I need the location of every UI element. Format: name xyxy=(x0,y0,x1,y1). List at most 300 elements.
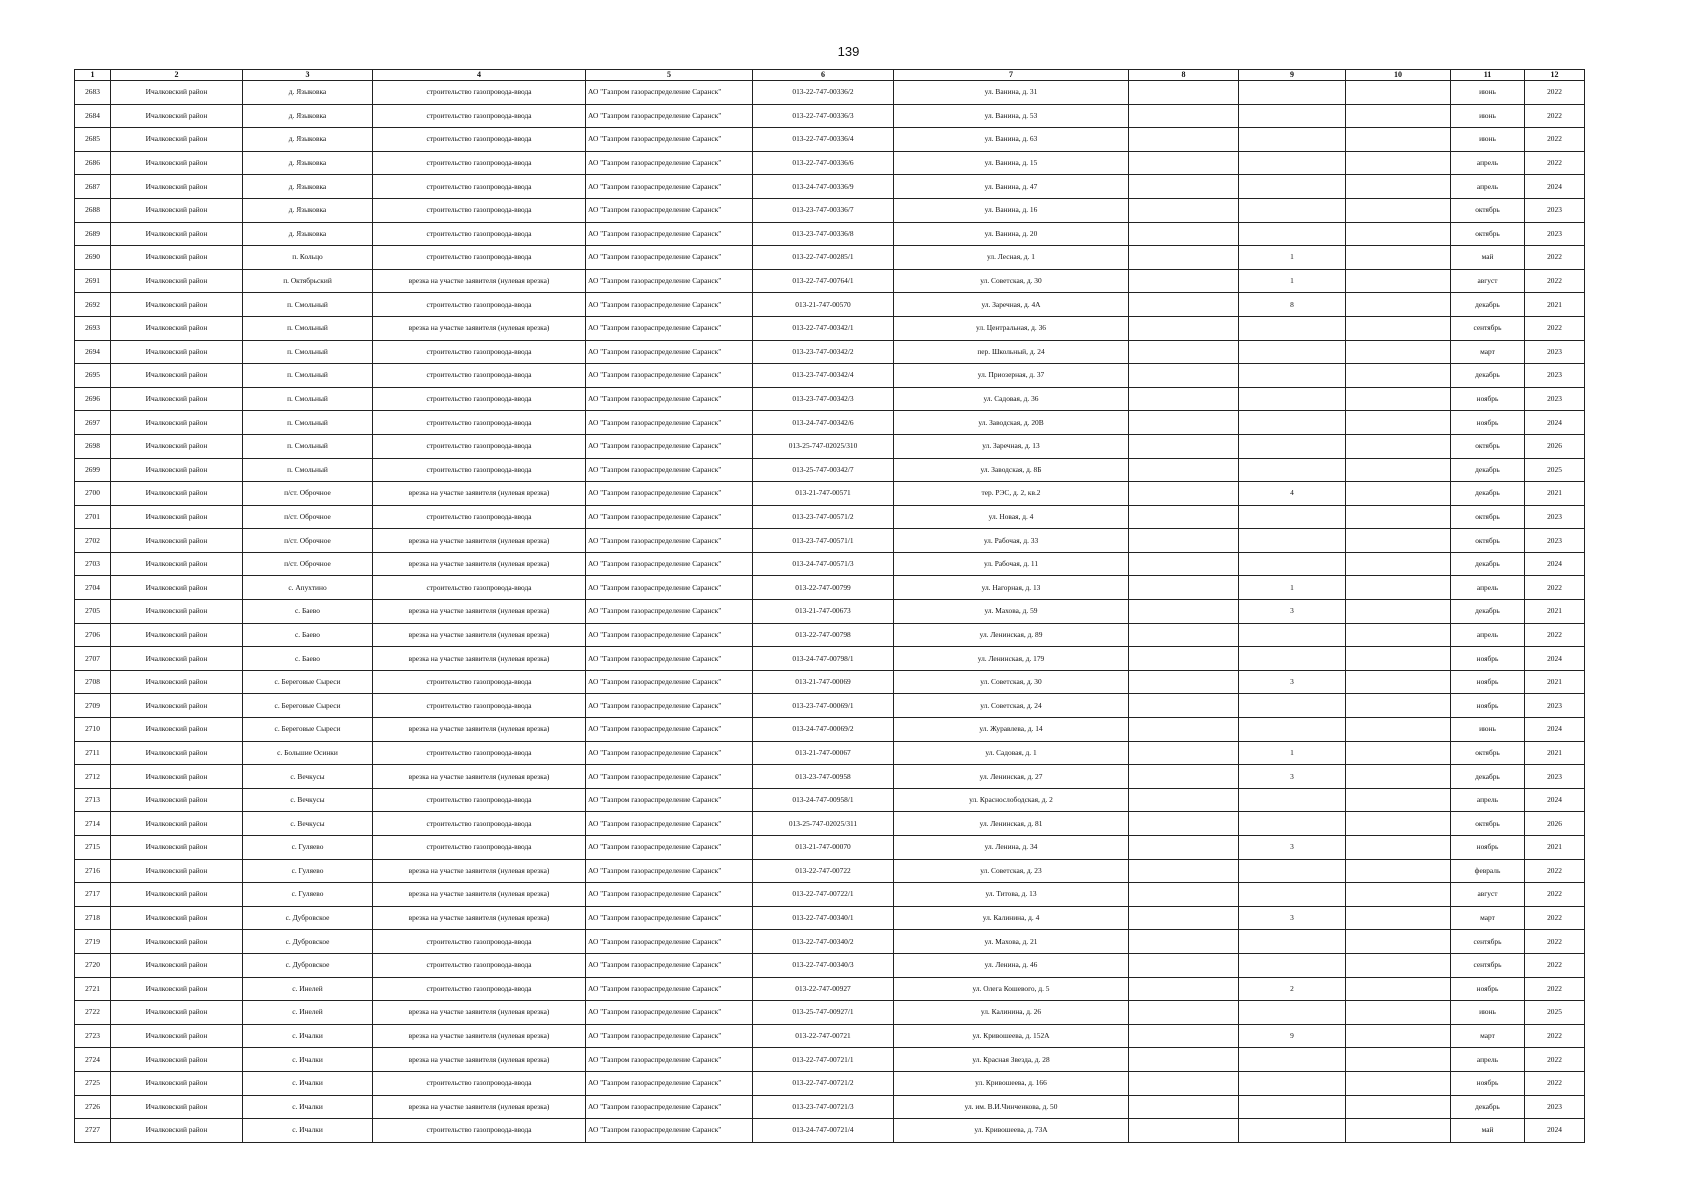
year-cell: 2024 xyxy=(1525,552,1585,576)
work-type-cell: строительство газопровода-ввода xyxy=(373,1119,586,1143)
column-header: 4 xyxy=(373,70,586,81)
organization-cell: АО "Газпром газораспределение Саранск" xyxy=(586,977,753,1001)
year-cell: 2022 xyxy=(1525,269,1585,293)
address-cell: ул. Ванина, д. 20 xyxy=(894,222,1129,246)
district-cell: Ичалковский район xyxy=(111,81,243,105)
year-cell: 2023 xyxy=(1525,529,1585,553)
table-row xyxy=(75,1048,1585,1072)
count-cell xyxy=(1239,316,1346,340)
address-cell: тер. РЭС, д. 2, кв.2 xyxy=(894,482,1129,506)
month-cell: апрель xyxy=(1451,788,1525,812)
settlement-cell: п. Смольный xyxy=(243,434,373,458)
work-type-cell: строительство газопровода-ввода xyxy=(373,576,586,600)
count-cell xyxy=(1239,718,1346,742)
col10-cell xyxy=(1346,647,1451,671)
row-number: 2695 xyxy=(75,364,111,388)
count-cell xyxy=(1239,104,1346,128)
column-header: 5 xyxy=(586,70,753,81)
organization-cell: АО "Газпром газораспределение Саранск" xyxy=(586,812,753,836)
table-row xyxy=(75,1095,1585,1119)
settlement-cell: с. Вечкусы xyxy=(243,788,373,812)
table-row xyxy=(75,482,1585,506)
month-cell: сентябрь xyxy=(1451,316,1525,340)
count-cell xyxy=(1239,411,1346,435)
row-number: 2711 xyxy=(75,741,111,765)
table-row xyxy=(75,340,1585,364)
district-cell: Ичалковский район xyxy=(111,883,243,907)
address-cell: ул. Центральная, д. 36 xyxy=(894,316,1129,340)
col8-cell xyxy=(1129,81,1239,105)
month-cell: ноябрь xyxy=(1451,977,1525,1001)
col10-cell xyxy=(1346,953,1451,977)
col8-cell xyxy=(1129,836,1239,860)
organization-cell: АО "Газпром газораспределение Саранск" xyxy=(586,600,753,624)
year-cell: 2026 xyxy=(1525,812,1585,836)
table-row xyxy=(75,836,1585,860)
col10-cell xyxy=(1346,576,1451,600)
settlement-cell: п. Смольный xyxy=(243,293,373,317)
col8-cell xyxy=(1129,788,1239,812)
settlement-cell: с. Гуляево xyxy=(243,836,373,860)
organization-cell: АО "Газпром газораспределение Саранск" xyxy=(586,670,753,694)
year-cell: 2023 xyxy=(1525,364,1585,388)
contract-number-cell: 013-22-747-00799 xyxy=(753,576,894,600)
work-type-cell: врезка на участке заявителя (нулевая врезка) xyxy=(373,482,586,506)
settlement-cell: с. Ичалки xyxy=(243,1024,373,1048)
year-cell: 2022 xyxy=(1525,977,1585,1001)
organization-cell: АО "Газпром газораспределение Саранск" xyxy=(586,316,753,340)
col8-cell xyxy=(1129,552,1239,576)
year-cell: 2022 xyxy=(1525,953,1585,977)
count-cell xyxy=(1239,151,1346,175)
col10-cell xyxy=(1346,1119,1451,1143)
month-cell: октябрь xyxy=(1451,434,1525,458)
organization-cell: АО "Газпром газораспределение Саранск" xyxy=(586,623,753,647)
work-type-cell: строительство газопровода-ввода xyxy=(373,293,586,317)
year-cell: 2024 xyxy=(1525,718,1585,742)
row-number: 2710 xyxy=(75,718,111,742)
district-cell: Ичалковский район xyxy=(111,600,243,624)
work-type-cell: строительство газопровода-ввода xyxy=(373,458,586,482)
settlement-cell: п. Смольный xyxy=(243,387,373,411)
district-cell: Ичалковский район xyxy=(111,1119,243,1143)
work-type-cell: строительство газопровода-ввода xyxy=(373,836,586,860)
month-cell: май xyxy=(1451,1119,1525,1143)
col10-cell xyxy=(1346,552,1451,576)
work-type-cell: врезка на участке заявителя (нулевая врезка) xyxy=(373,600,586,624)
row-number: 2724 xyxy=(75,1048,111,1072)
col8-cell xyxy=(1129,953,1239,977)
address-cell: ул. Ванина, д. 16 xyxy=(894,198,1129,222)
table-row xyxy=(75,741,1585,765)
col8-cell xyxy=(1129,576,1239,600)
count-cell xyxy=(1239,222,1346,246)
col8-cell xyxy=(1129,482,1239,506)
col10-cell xyxy=(1346,411,1451,435)
work-type-cell: врезка на участке заявителя (нулевая врезка) xyxy=(373,552,586,576)
row-number: 2717 xyxy=(75,883,111,907)
district-cell: Ичалковский район xyxy=(111,859,243,883)
col10-cell xyxy=(1346,1071,1451,1095)
work-type-cell: врезка на участке заявителя (нулевая врезка) xyxy=(373,859,586,883)
address-cell: ул. Кривошеева, д. 152А xyxy=(894,1024,1129,1048)
contract-number-cell: 013-23-747-00958 xyxy=(753,765,894,789)
organization-cell: АО "Газпром газораспределение Саранск" xyxy=(586,81,753,105)
address-cell: ул. Ванина, д. 63 xyxy=(894,128,1129,152)
month-cell: март xyxy=(1451,340,1525,364)
settlement-cell: с. Ичалки xyxy=(243,1048,373,1072)
settlement-cell: д. Языковка xyxy=(243,104,373,128)
work-type-cell: строительство газопровода-ввода xyxy=(373,953,586,977)
district-cell: Ичалковский район xyxy=(111,552,243,576)
col8-cell xyxy=(1129,1001,1239,1025)
table-row xyxy=(75,883,1585,907)
year-cell: 2024 xyxy=(1525,1119,1585,1143)
settlement-cell: п. Смольный xyxy=(243,411,373,435)
table-row xyxy=(75,670,1585,694)
table-row xyxy=(75,930,1585,954)
organization-cell: АО "Газпром газораспределение Саранск" xyxy=(586,364,753,388)
col10-cell xyxy=(1346,765,1451,789)
row-number: 2691 xyxy=(75,269,111,293)
work-type-cell: строительство газопровода-ввода xyxy=(373,694,586,718)
count-cell: 2 xyxy=(1239,977,1346,1001)
col10-cell xyxy=(1346,222,1451,246)
row-number: 2690 xyxy=(75,246,111,270)
year-cell: 2022 xyxy=(1525,859,1585,883)
work-type-cell: строительство газопровода-ввода xyxy=(373,505,586,529)
col10-cell xyxy=(1346,788,1451,812)
row-number: 2703 xyxy=(75,552,111,576)
address-cell: ул. им. В.И.Чинченкова, д. 50 xyxy=(894,1095,1129,1119)
col10-cell xyxy=(1346,293,1451,317)
year-cell: 2022 xyxy=(1525,906,1585,930)
organization-cell: АО "Газпром газораспределение Саранск" xyxy=(586,1119,753,1143)
table-row xyxy=(75,128,1585,152)
contract-number-cell: 013-25-747-00342/7 xyxy=(753,458,894,482)
work-type-cell: строительство газопровода-ввода xyxy=(373,151,586,175)
address-cell: ул. Журавлева, д. 14 xyxy=(894,718,1129,742)
contract-number-cell: 013-23-747-00571/1 xyxy=(753,529,894,553)
work-type-cell: врезка на участке заявителя (нулевая врезка) xyxy=(373,1001,586,1025)
contract-number-cell: 013-24-747-00958/1 xyxy=(753,788,894,812)
contract-number-cell: 013-24-747-00069/2 xyxy=(753,718,894,742)
district-cell: Ичалковский район xyxy=(111,765,243,789)
organization-cell: АО "Газпром газораспределение Саранск" xyxy=(586,1071,753,1095)
count-cell xyxy=(1239,81,1346,105)
column-header: 12 xyxy=(1525,70,1585,81)
organization-cell: АО "Газпром газораспределение Саранск" xyxy=(586,269,753,293)
contract-number-cell: 013-22-747-00798 xyxy=(753,623,894,647)
year-cell: 2022 xyxy=(1525,316,1585,340)
row-number: 2716 xyxy=(75,859,111,883)
column-header: 6 xyxy=(753,70,894,81)
address-cell: ул. Ленинская, д. 179 xyxy=(894,647,1129,671)
organization-cell: АО "Газпром газораспределение Саранск" xyxy=(586,836,753,860)
address-cell: ул. Заводская, д. 8Б xyxy=(894,458,1129,482)
contract-number-cell: 013-24-747-00798/1 xyxy=(753,647,894,671)
row-number: 2707 xyxy=(75,647,111,671)
settlement-cell: п. Смольный xyxy=(243,340,373,364)
address-cell: ул. Ленинская, д. 89 xyxy=(894,623,1129,647)
col10-cell xyxy=(1346,482,1451,506)
month-cell: ноябрь xyxy=(1451,411,1525,435)
work-type-cell: строительство газопровода-ввода xyxy=(373,930,586,954)
col8-cell xyxy=(1129,1048,1239,1072)
row-number: 2721 xyxy=(75,977,111,1001)
row-number: 2712 xyxy=(75,765,111,789)
month-cell: апрель xyxy=(1451,576,1525,600)
col8-cell xyxy=(1129,670,1239,694)
settlement-cell: с. Ичалки xyxy=(243,1095,373,1119)
month-cell: октябрь xyxy=(1451,505,1525,529)
settlement-cell: д. Языковка xyxy=(243,175,373,199)
address-cell: ул. Ленинская, д. 81 xyxy=(894,812,1129,836)
table-header xyxy=(75,70,1585,81)
contract-number-cell: 013-22-747-00340/2 xyxy=(753,930,894,954)
address-cell: ул. Рабочая, д. 33 xyxy=(894,529,1129,553)
settlement-cell: п/ст. Оброчное xyxy=(243,482,373,506)
count-cell: 1 xyxy=(1239,741,1346,765)
table-row xyxy=(75,198,1585,222)
work-type-cell: строительство газопровода-ввода xyxy=(373,434,586,458)
district-cell: Ичалковский район xyxy=(111,906,243,930)
organization-cell: АО "Газпром газораспределение Саранск" xyxy=(586,434,753,458)
district-cell: Ичалковский район xyxy=(111,670,243,694)
year-cell: 2022 xyxy=(1525,883,1585,907)
address-cell: ул. Кривошеева, д. 166 xyxy=(894,1071,1129,1095)
organization-cell: АО "Газпром газораспределение Саранск" xyxy=(586,128,753,152)
address-cell: ул. Ванина, д. 53 xyxy=(894,104,1129,128)
table-row xyxy=(75,859,1585,883)
district-cell: Ичалковский район xyxy=(111,694,243,718)
row-number: 2694 xyxy=(75,340,111,364)
row-number: 2723 xyxy=(75,1024,111,1048)
contract-number-cell: 013-23-747-00721/3 xyxy=(753,1095,894,1119)
address-cell: ул. Советская, д. 24 xyxy=(894,694,1129,718)
month-cell: декабрь xyxy=(1451,364,1525,388)
district-cell: Ичалковский район xyxy=(111,482,243,506)
month-cell: октябрь xyxy=(1451,741,1525,765)
settlement-cell: с. Баево xyxy=(243,623,373,647)
year-cell: 2023 xyxy=(1525,765,1585,789)
col10-cell xyxy=(1346,859,1451,883)
year-cell: 2021 xyxy=(1525,482,1585,506)
contract-number-cell: 013-23-747-00342/3 xyxy=(753,387,894,411)
col10-cell xyxy=(1346,718,1451,742)
district-cell: Ичалковский район xyxy=(111,293,243,317)
district-cell: Ичалковский район xyxy=(111,953,243,977)
table-row xyxy=(75,953,1585,977)
contract-number-cell: 013-23-747-00571/2 xyxy=(753,505,894,529)
work-type-cell: строительство газопровода-ввода xyxy=(373,670,586,694)
row-number: 2702 xyxy=(75,529,111,553)
col8-cell xyxy=(1129,718,1239,742)
month-cell: июнь xyxy=(1451,104,1525,128)
col10-cell xyxy=(1346,670,1451,694)
table-row xyxy=(75,1001,1585,1025)
col8-cell xyxy=(1129,1095,1239,1119)
col8-cell xyxy=(1129,246,1239,270)
district-cell: Ичалковский район xyxy=(111,175,243,199)
settlement-cell: с. Баево xyxy=(243,600,373,624)
month-cell: декабрь xyxy=(1451,293,1525,317)
settlement-cell: с. Ичалки xyxy=(243,1071,373,1095)
month-cell: декабрь xyxy=(1451,765,1525,789)
count-cell: 9 xyxy=(1239,1024,1346,1048)
month-cell: декабрь xyxy=(1451,458,1525,482)
work-type-cell: строительство газопровода-ввода xyxy=(373,812,586,836)
district-cell: Ичалковский район xyxy=(111,812,243,836)
row-number: 2722 xyxy=(75,1001,111,1025)
settlement-cell: д. Языковка xyxy=(243,222,373,246)
organization-cell: АО "Газпром газораспределение Саранск" xyxy=(586,576,753,600)
month-cell: июнь xyxy=(1451,81,1525,105)
organization-cell: АО "Газпром газораспределение Саранск" xyxy=(586,953,753,977)
row-number: 2719 xyxy=(75,930,111,954)
month-cell: июнь xyxy=(1451,1001,1525,1025)
settlement-cell: д. Языковка xyxy=(243,198,373,222)
address-cell: ул. Махова, д. 59 xyxy=(894,600,1129,624)
work-type-cell: врезка на участке заявителя (нулевая врезка) xyxy=(373,1095,586,1119)
column-header: 11 xyxy=(1451,70,1525,81)
settlement-cell: с. Ичалки xyxy=(243,1119,373,1143)
year-cell: 2023 xyxy=(1525,694,1585,718)
month-cell: октябрь xyxy=(1451,529,1525,553)
count-cell xyxy=(1239,1119,1346,1143)
count-cell xyxy=(1239,387,1346,411)
count-cell xyxy=(1239,883,1346,907)
district-cell: Ичалковский район xyxy=(111,104,243,128)
count-cell xyxy=(1239,1095,1346,1119)
work-type-cell: врезка на участке заявителя (нулевая врезка) xyxy=(373,1048,586,1072)
district-cell: Ичалковский район xyxy=(111,647,243,671)
count-cell xyxy=(1239,812,1346,836)
district-cell: Ичалковский район xyxy=(111,458,243,482)
organization-cell: АО "Газпром газораспределение Саранск" xyxy=(586,906,753,930)
count-cell xyxy=(1239,953,1346,977)
work-type-cell: врезка на участке заявителя (нулевая врезка) xyxy=(373,529,586,553)
row-number: 2727 xyxy=(75,1119,111,1143)
contract-number-cell: 013-21-747-00069 xyxy=(753,670,894,694)
count-cell: 1 xyxy=(1239,269,1346,293)
col8-cell xyxy=(1129,623,1239,647)
organization-cell: АО "Газпром газораспределение Саранск" xyxy=(586,788,753,812)
year-cell: 2025 xyxy=(1525,1001,1585,1025)
year-cell: 2022 xyxy=(1525,246,1585,270)
row-number: 2684 xyxy=(75,104,111,128)
contract-number-cell: 013-23-747-00336/7 xyxy=(753,198,894,222)
table-row xyxy=(75,505,1585,529)
month-cell: октябрь xyxy=(1451,198,1525,222)
year-cell: 2021 xyxy=(1525,600,1585,624)
col8-cell xyxy=(1129,1024,1239,1048)
row-number: 2700 xyxy=(75,482,111,506)
district-cell: Ичалковский район xyxy=(111,836,243,860)
month-cell: декабрь xyxy=(1451,1095,1525,1119)
contract-number-cell: 013-21-747-00067 xyxy=(753,741,894,765)
count-cell xyxy=(1239,198,1346,222)
contract-number-cell: 013-22-747-00336/3 xyxy=(753,104,894,128)
count-cell xyxy=(1239,1048,1346,1072)
month-cell: ноябрь xyxy=(1451,836,1525,860)
col10-cell xyxy=(1346,458,1451,482)
district-cell: Ичалковский район xyxy=(111,576,243,600)
organization-cell: АО "Газпром газораспределение Саранск" xyxy=(586,765,753,789)
year-cell: 2023 xyxy=(1525,1095,1585,1119)
settlement-cell: п/ст. Оброчное xyxy=(243,529,373,553)
year-cell: 2023 xyxy=(1525,198,1585,222)
settlement-cell: с. Дубровское xyxy=(243,906,373,930)
row-number: 2686 xyxy=(75,151,111,175)
col8-cell xyxy=(1129,977,1239,1001)
year-cell: 2024 xyxy=(1525,175,1585,199)
organization-cell: АО "Газпром газораспределение Саранск" xyxy=(586,151,753,175)
address-cell: ул. Рабочая, д. 11 xyxy=(894,552,1129,576)
col10-cell xyxy=(1346,175,1451,199)
table-row xyxy=(75,387,1585,411)
work-type-cell: врезка на участке заявителя (нулевая врезка) xyxy=(373,647,586,671)
column-header: 2 xyxy=(111,70,243,81)
work-type-cell: врезка на участке заявителя (нулевая врезка) xyxy=(373,906,586,930)
table-row xyxy=(75,812,1585,836)
address-cell: ул. Ванина, д. 31 xyxy=(894,81,1129,105)
count-cell: 3 xyxy=(1239,600,1346,624)
year-cell: 2023 xyxy=(1525,505,1585,529)
settlement-cell: с. Вечкусы xyxy=(243,812,373,836)
col8-cell xyxy=(1129,812,1239,836)
table-row xyxy=(75,175,1585,199)
address-cell: пер. Школьный, д. 24 xyxy=(894,340,1129,364)
table-row xyxy=(75,1024,1585,1048)
district-cell: Ичалковский район xyxy=(111,1024,243,1048)
count-cell: 3 xyxy=(1239,765,1346,789)
district-cell: Ичалковский район xyxy=(111,529,243,553)
work-type-cell: строительство газопровода-ввода xyxy=(373,788,586,812)
count-cell xyxy=(1239,505,1346,529)
district-cell: Ичалковский район xyxy=(111,340,243,364)
year-cell: 2023 xyxy=(1525,340,1585,364)
gas-connection-table xyxy=(74,69,1585,1143)
month-cell: сентябрь xyxy=(1451,930,1525,954)
count-cell xyxy=(1239,175,1346,199)
address-cell: ул. Новая, д. 4 xyxy=(894,505,1129,529)
row-number: 2726 xyxy=(75,1095,111,1119)
district-cell: Ичалковский район xyxy=(111,930,243,954)
col10-cell xyxy=(1346,128,1451,152)
count-cell xyxy=(1239,788,1346,812)
column-header: 8 xyxy=(1129,70,1239,81)
year-cell: 2023 xyxy=(1525,222,1585,246)
row-number: 2693 xyxy=(75,316,111,340)
col8-cell xyxy=(1129,222,1239,246)
year-cell: 2022 xyxy=(1525,104,1585,128)
work-type-cell: врезка на участке заявителя (нулевая врезка) xyxy=(373,718,586,742)
district-cell: Ичалковский район xyxy=(111,198,243,222)
year-cell: 2022 xyxy=(1525,81,1585,105)
month-cell: ноябрь xyxy=(1451,1071,1525,1095)
contract-number-cell: 013-22-747-00336/6 xyxy=(753,151,894,175)
contract-number-cell: 013-24-747-00336/9 xyxy=(753,175,894,199)
count-cell xyxy=(1239,434,1346,458)
contract-number-cell: 013-22-747-00927 xyxy=(753,977,894,1001)
month-cell: декабрь xyxy=(1451,600,1525,624)
district-cell: Ичалковский район xyxy=(111,1001,243,1025)
count-cell xyxy=(1239,128,1346,152)
col8-cell xyxy=(1129,151,1239,175)
settlement-cell: с. Береговые Сыреси xyxy=(243,718,373,742)
work-type-cell: строительство газопровода-ввода xyxy=(373,222,586,246)
